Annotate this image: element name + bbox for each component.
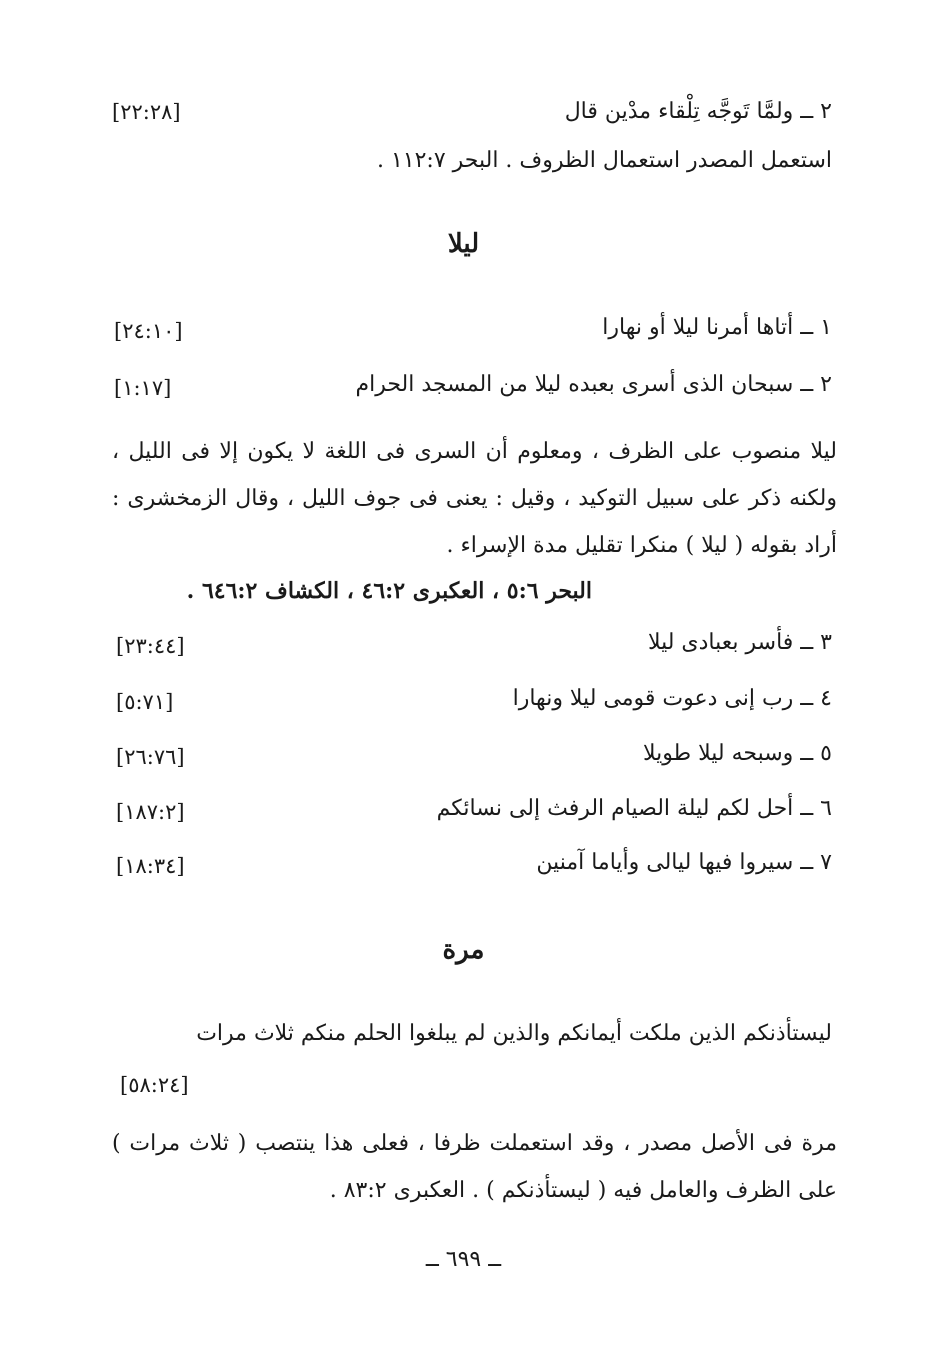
verse-reference: [٢٣:٤٤] bbox=[116, 634, 185, 658]
commentary-line: استعمل المصدر استعمال الظروف . البحر ١١٢:٧ . bbox=[376, 148, 832, 173]
verse-line: ٣ ــ فأسر بعبادى ليلا bbox=[647, 630, 832, 655]
section-heading: مرة bbox=[442, 935, 485, 965]
verse-line: ٦ ــ أحل لكم ليلة الصيام الرفث إلى نسائكم bbox=[436, 796, 832, 821]
commentary-paragraph: ليلا منصوب على الظرف ، ومعلوم أن السرى فى اللغة لا يكون إلا فى الليل ، ولكنه ذكر على سبيل التوكيد ، وقيل : يعنى فى جوف الليل ، وقال الزمخشرى : أراد بقوله ( ليلا ) منكرا تقليل مدة الإسراء . bbox=[112, 439, 837, 558]
verse-reference: [٢٤:١٠] bbox=[114, 319, 183, 343]
verse-reference: [٢٦:٧٦] bbox=[116, 745, 185, 769]
verse-reference: [٢٢:٢٨] bbox=[112, 100, 181, 124]
verse-reference: [١٨:٣٤] bbox=[116, 854, 185, 878]
commentary-paragraph: مرة فى الأصل مصدر ، وقد استعملت ظرفا ، فعلى هذا ينتصب ( ثلاث مرات ) على الظرف والعامل فيه ( ليستأذنكم ) . العكبرى ٨٣:٢ . bbox=[112, 1131, 837, 1203]
sources-line: البحر ٥:٦ ، العكبرى ٤٦:٢ ، الكشاف ٦٤٦:٢ . bbox=[186, 578, 592, 604]
verse-reference: [١٨٧:٢] bbox=[116, 800, 185, 824]
section-heading: ليلا bbox=[447, 229, 480, 259]
verse-reference: [٥٨:٢٤] bbox=[120, 1073, 189, 1097]
verse-line: ١ ــ أتاها أمرنا ليلا أو نهارا bbox=[602, 315, 832, 340]
verse-line: ٢ ــ ولمَّا تَوجَّه تِلْقاء مدْين قال bbox=[564, 99, 832, 124]
verse-line: ٧ ــ سيروا فيها ليالى وأياما آمنين bbox=[536, 850, 832, 875]
verse-line: ٤ ــ رب إنى دعوت قومى ليلا ونهارا bbox=[512, 686, 832, 711]
verse-line: ٥ ــ وسبحه ليلا طويلا bbox=[643, 741, 832, 766]
verse-reference: [١:١٧] bbox=[114, 376, 172, 400]
verse-line: ٢ ــ سبحان الذى أسرى بعبده ليلا من المسجد الحرام bbox=[355, 372, 832, 397]
page-number: ــ ٦٩٩ ــ bbox=[425, 1247, 502, 1272]
verse-reference: [٥:٧١] bbox=[116, 690, 174, 714]
verse-line: ليستأذنكم الذين ملكت أيمانكم والذين لم يبلغوا الحلم منكم ثلاث مرات bbox=[196, 1021, 832, 1046]
